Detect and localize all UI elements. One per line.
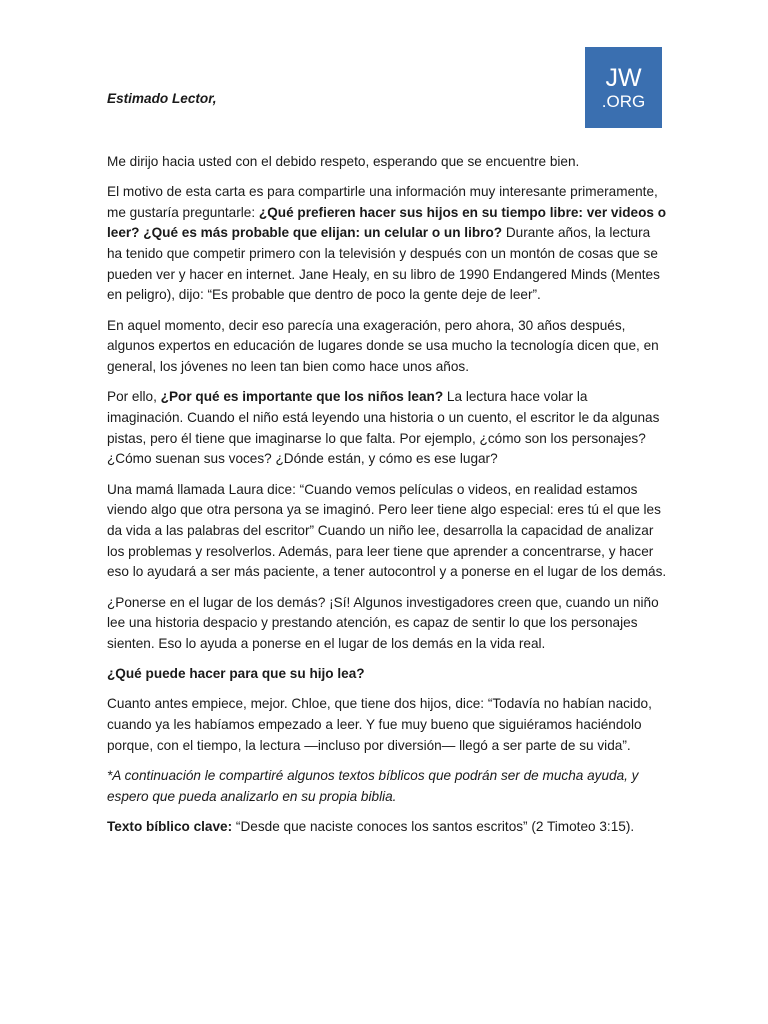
paragraph-motive [107, 182, 667, 306]
paragraph-importance-question: ¿Por qué es importante que los niños lean? [160, 389, 444, 405]
key-text-quote: “Desde que naciste conoces los santos escritos” (2 Timoteo 3:15). [232, 818, 635, 834]
letter-body [107, 89, 667, 847]
letter-greeting: Estimado Lector, [107, 91, 217, 106]
paragraph-experts: En aquel momento, decir eso parecía una exageración, pero ahora, 30 años después, algunos expertos en educación de lugares donde se usa mucho la tecnología dicen que, en general, los jóvenes no leen tan bien como hace unos años. [107, 317, 659, 375]
logo-text-jw: JW [605, 63, 642, 92]
paragraph-importance [107, 387, 667, 470]
paragraph-chloe: Cuanto antes empiece, mejor. Chloe, que tiene dos hijos, dice: “Todavía no habían nacido, cuando ya les habíamos empezado a leer. Y fue muy bueno que siguiéramos haciéndolo porque, con el tiempo, la lectura —incluso por diversión— llegó a ser parte de su vida”. [107, 696, 652, 753]
logo-text-org: .ORG [601, 91, 646, 111]
paragraph-motive-question: ¿Qué prefieren hacer sus hijos en su tiempo libre: ver videos o leer? ¿Qué es más probable que elijan: un celular o un libro? [107, 204, 667, 241]
section-heading: ¿Qué puede hacer para que su hijo lea? [107, 666, 365, 682]
greeting-spacer [107, 110, 667, 152]
paragraph-laura: Una mamá llamada Laura dice: “Cuando vemos películas o videos, en realidad estamos viendo algo que otra persona ya se imaginó. Pero leer tiene algo especial: eres tú el que les da vida a las palabras del escritor” Cuando un niño lee, desarrolla la capacidad de analizar los problemas y resolverlos. Además, para leer tiene que aprender a concentrarse, y hacer eso lo ayudará a ser más paciente, a tener autocontrol y a ponerse en el lugar de los demás. [107, 481, 667, 580]
paragraph-bible-note: *A continuación le compartiré algunos textos bíblicos que podrán ser de mucha ayuda, y espero que pueda analizarlo en su propia biblia. [107, 767, 639, 804]
paragraph-motive-text-2: Durante años, la lectura ha tenido que competir primero con la televisión y después con un montón de cosas que se pueden ver y hacer en internet. Jane Healy, en su libro de 1990 Endangered Minds (Mentes en peligro), dijo: “Es probable que dentro de poco la gente deje de leer”. [107, 225, 660, 303]
paragraph-importance-text-1: Por ello, [107, 389, 161, 405]
paragraph-intro: Me dirijo hacia usted con el debido respeto, esperando que se encuentre bien. [107, 153, 580, 169]
key-text-label: Texto bíblico clave: [107, 818, 233, 834]
paragraph-importance-text-2: La lectura hace volar la imaginación. Cuando el niño está leyendo una historia o un cuento, el escritor le da algunas pistas, pero él tiene que imaginarse lo que falta. Por ejemplo, ¿cómo son los personajes? ¿Cómo suenan sus voces? ¿Dónde están, y cómo es ese lugar? [107, 389, 660, 467]
paragraph-key-text [107, 817, 667, 838]
paragraph-motive-text-1: El motivo de esta carta es para compartirle una información muy interesante primeramente, me gustaría preguntarle: [107, 183, 658, 220]
paragraph-empathy: ¿Ponerse en el lugar de los demás? ¡Sí! Algunos investigadores creen que, cuando un niño lee una historia despacio y prestando atención, es capaz de sentir lo que los personajes sienten. Eso lo ayuda a ponerse en el lugar de los demás en la vida real. [107, 594, 659, 651]
